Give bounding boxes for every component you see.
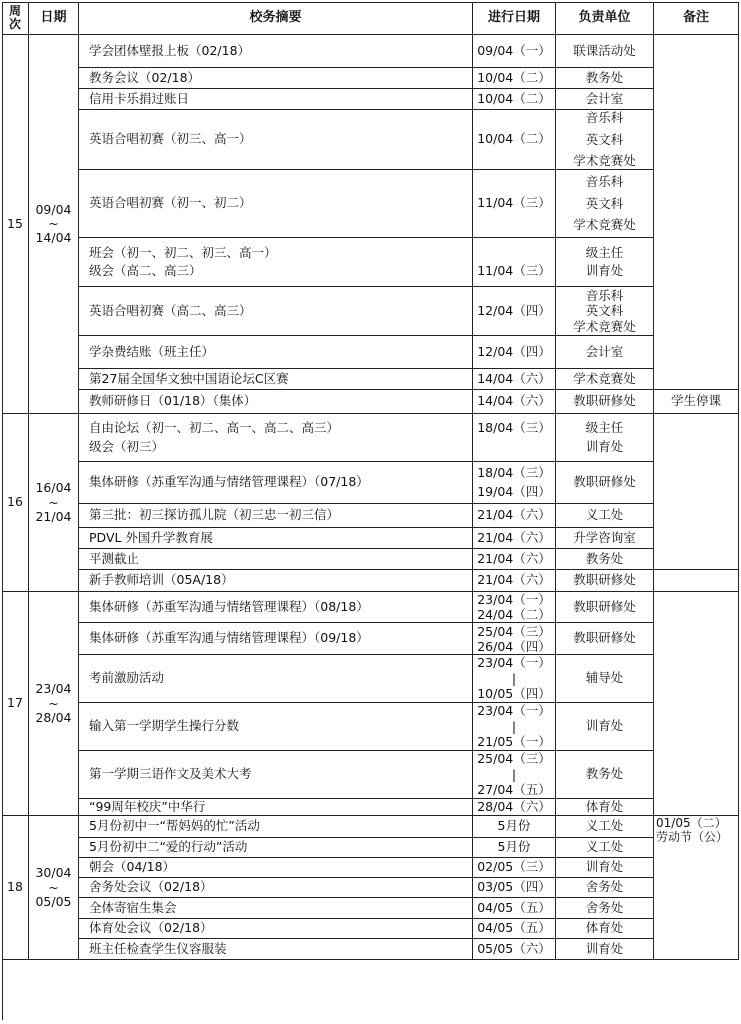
- responsible-dept: [556, 939, 654, 960]
- responsible-dept-line: 会计室: [585, 90, 624, 106]
- week-date-sep: ~: [48, 695, 59, 711]
- responsible-dept-line: 教务处: [585, 550, 624, 566]
- responsible-dept-line: 教职研修处: [573, 393, 636, 409]
- responsible-dept-line: 级主任: [585, 420, 624, 436]
- task-summary: [79, 570, 473, 592]
- responsible-dept: [556, 816, 654, 838]
- exec-date-line: 18/04（三）: [477, 465, 551, 481]
- responsible-dept: [556, 655, 654, 703]
- exec-date: [473, 878, 556, 898]
- exec-date: [473, 238, 556, 287]
- task-summary: [79, 919, 473, 939]
- task-summary-line: 级会（初三）: [89, 438, 165, 454]
- week-number: 17: [2, 592, 29, 816]
- exec-date-line: 21/04（六）: [477, 529, 551, 545]
- task-summary: [79, 414, 473, 462]
- exec-date-line: 10/04（二）: [477, 90, 551, 106]
- exec-date-line: 21/05（一）: [477, 734, 551, 750]
- responsible-dept: [556, 414, 654, 462]
- responsible-dept-line: 教职研修处: [573, 630, 636, 646]
- responsible-dept-line: 教务处: [585, 766, 624, 782]
- exec-date: [473, 528, 556, 549]
- exec-date: [473, 898, 556, 919]
- task-summary-line: PDVL 外国升学教育展: [89, 529, 213, 545]
- header-date: 日期: [29, 2, 79, 35]
- exec-date: [473, 110, 556, 170]
- header-dept: 负责单位: [556, 2, 654, 35]
- week-date-from: 23/04: [35, 681, 72, 697]
- responsible-dept: [556, 592, 654, 623]
- task-summary: [79, 751, 473, 799]
- task-summary-line: 5月份初中二“爱的行动”活动: [89, 839, 248, 855]
- exec-date: [473, 390, 556, 414]
- responsible-dept: [556, 68, 654, 89]
- week-date-range: [29, 592, 79, 816]
- task-summary: [79, 369, 473, 390]
- responsible-dept: [556, 570, 654, 592]
- responsible-dept-line: 学术竞赛处: [573, 370, 636, 386]
- exec-date: [473, 703, 556, 751]
- header-summary: 校务摘要: [79, 2, 473, 35]
- task-summary-line: 学会团体壁报上板（02/18）: [89, 42, 251, 58]
- task-summary-line: 教务会议（02/18）: [89, 69, 201, 85]
- responsible-dept: [556, 287, 654, 336]
- task-summary: [79, 528, 473, 549]
- responsible-dept: [556, 238, 654, 287]
- task-summary-line: 集体研修（苏重军沟通与情绪管理课程）（08/18）: [89, 598, 369, 614]
- task-summary: [79, 878, 473, 898]
- task-summary-line: 学杂费结账（班主任）: [89, 343, 215, 359]
- task-summary-line: 全体寄宿生集会: [89, 899, 177, 915]
- exec-date: [473, 549, 556, 570]
- task-summary: [79, 549, 473, 570]
- exec-date: [473, 170, 556, 238]
- week-date-sep: ~: [48, 494, 59, 510]
- exec-date: [473, 816, 556, 838]
- remark-blank: [654, 35, 739, 390]
- exec-date: [473, 592, 556, 623]
- exec-date: [473, 68, 556, 89]
- responsible-dept: [556, 878, 654, 898]
- responsible-dept: [556, 703, 654, 751]
- exec-date-line: 23/04（一）: [477, 703, 551, 719]
- task-summary: [79, 858, 473, 878]
- task-summary-line: 班会（初一、初二、初三、高一）: [89, 244, 277, 260]
- task-summary-line: 平测截止: [89, 550, 140, 566]
- responsible-dept: [556, 528, 654, 549]
- task-summary-line: 英语合唱初赛（初三、高一）: [89, 131, 252, 147]
- week-date-from: 16/04: [35, 480, 72, 496]
- exec-date-line: 24/04（二）: [477, 607, 551, 622]
- week-date-from: 30/04: [35, 865, 72, 881]
- responsible-dept-line: 辅导处: [585, 670, 624, 686]
- exec-date-line: 04/05（五）: [477, 899, 551, 915]
- responsible-dept-line: 学术竞赛处: [573, 318, 636, 334]
- responsible-dept: [556, 919, 654, 939]
- exec-date-line: 21/04（六）: [477, 572, 551, 588]
- exec-date-line: [512, 438, 516, 456]
- task-summary-line: 5月份初中一“帮妈妈的忙”活动: [89, 818, 260, 834]
- exec-date-line: 03/05（四）: [477, 879, 551, 895]
- task-summary-line: 新手教师培训（05A/18）: [89, 572, 234, 588]
- task-summary-line: 级会（高二、高三）: [89, 263, 202, 278]
- exec-date-line: 05/05（六）: [477, 940, 551, 956]
- responsible-dept: [556, 170, 654, 238]
- exec-date: [473, 655, 556, 703]
- exec-date-line: 12/04（四）: [477, 343, 551, 359]
- exec-date: [473, 623, 556, 655]
- exec-date: [473, 858, 556, 878]
- remark-holiday: [654, 816, 739, 960]
- task-summary: [79, 592, 473, 623]
- responsible-dept-line: 舍务处: [585, 879, 624, 895]
- responsible-dept-line: 音乐科: [585, 173, 624, 189]
- remark-blank: [654, 414, 739, 570]
- remark-blank: [654, 570, 739, 592]
- task-summary: [79, 238, 473, 287]
- task-summary-line: 集体研修（苏重军沟通与情绪管理课程）（07/18）: [89, 474, 369, 490]
- exec-date-line: 27/04（五）: [477, 782, 551, 798]
- week-number: 15: [2, 35, 29, 414]
- exec-date-line: 10/04（二）: [477, 131, 551, 147]
- task-summary: [79, 390, 473, 414]
- remark-line: 学生停课: [670, 393, 721, 409]
- exec-date: [473, 504, 556, 528]
- exec-date: [473, 414, 556, 462]
- week-date-to: 14/04: [35, 230, 72, 245]
- week-date-sep: ~: [48, 879, 59, 895]
- responsible-dept-line: 训育处: [585, 438, 624, 454]
- responsible-dept-line: 英文科: [585, 303, 624, 319]
- exec-date: [473, 35, 556, 68]
- responsible-dept: [556, 751, 654, 799]
- responsible-dept-line: 体育处: [585, 799, 624, 814]
- responsible-dept-line: 义工处: [585, 818, 624, 834]
- exec-date-line: 10/05（四）: [477, 686, 551, 702]
- responsible-dept: [556, 110, 654, 170]
- week-date-to: 05/05: [35, 893, 72, 909]
- task-summary-line: 信用卡乐捐过账日: [89, 90, 190, 106]
- exec-date: [473, 89, 556, 110]
- responsible-dept-line: 英文科: [585, 131, 624, 147]
- responsible-dept-line: 学术竞赛处: [573, 217, 636, 233]
- week-number: 18: [2, 816, 29, 960]
- task-summary: [79, 816, 473, 838]
- exec-date-line: 25/04（三）: [477, 751, 551, 767]
- remark-holiday-line: 01/05（二）: [656, 816, 727, 830]
- task-summary-line: 教师研修日（01/18）（集体）: [89, 393, 257, 409]
- responsible-dept-line: 教职研修处: [573, 474, 636, 490]
- responsible-dept: [556, 858, 654, 878]
- exec-date-line: 10/04（二）: [477, 69, 551, 85]
- week-date-range: [29, 414, 79, 592]
- task-summary: [79, 110, 473, 170]
- task-summary: [79, 462, 473, 504]
- responsible-dept-line: 级主任: [585, 244, 624, 260]
- exec-date: [473, 287, 556, 336]
- responsible-dept: [556, 623, 654, 655]
- responsible-dept: [556, 462, 654, 504]
- task-summary: [79, 799, 473, 816]
- header-remark: 备注: [654, 2, 739, 35]
- task-summary: [79, 89, 473, 110]
- exec-date-line: 28/04（六）: [477, 799, 551, 814]
- exec-date-line: 12/04（四）: [477, 302, 551, 318]
- task-summary-line: 输入第一学期学生操行分数: [89, 718, 240, 734]
- responsible-dept-line: 音乐科: [585, 287, 624, 303]
- responsible-dept: [556, 504, 654, 528]
- week-date-to: 28/04: [35, 709, 72, 725]
- responsible-dept-line: 教职研修处: [573, 572, 636, 588]
- responsible-dept: [556, 799, 654, 816]
- week-date-range: [29, 35, 79, 414]
- task-summary: [79, 336, 473, 369]
- remark: [654, 390, 739, 414]
- task-summary-line: 集体研修（苏重军沟通与情绪管理课程）（09/18）: [89, 630, 369, 646]
- exec-date-line: 5月份: [497, 839, 531, 855]
- task-summary-line: 第一学期三语作文及美术大考: [89, 766, 252, 782]
- responsible-dept: [556, 549, 654, 570]
- task-summary-line: 英语合唱初赛（高二、高三）: [89, 302, 252, 318]
- task-summary-line: 舍务处会议（02/18）: [89, 879, 213, 895]
- task-summary: [79, 838, 473, 858]
- exec-date-line: 11/04（三）: [477, 195, 551, 211]
- exec-date-line: 21/04（六）: [477, 507, 551, 523]
- task-summary: [79, 504, 473, 528]
- task-summary: [79, 623, 473, 655]
- responsible-dept-line: 训育处: [585, 940, 624, 956]
- responsible-dept: [556, 35, 654, 68]
- responsible-dept-line: 体育处: [585, 920, 624, 936]
- task-summary: [79, 35, 473, 68]
- task-summary-line: 第三批：初三探访孤儿院（初三忠一初三信）: [89, 507, 340, 523]
- exec-date: [473, 570, 556, 592]
- task-summary-line: 体育处会议（02/18）: [89, 920, 213, 936]
- remark-blank: [654, 592, 739, 816]
- responsible-dept-line: 义工处: [585, 839, 624, 855]
- task-summary-line: 朝会（04/18）: [89, 859, 176, 875]
- week-date-sep: ~: [48, 216, 59, 231]
- task-summary: [79, 287, 473, 336]
- exec-date-line: |: [511, 670, 517, 686]
- responsible-dept-line: 音乐科: [585, 110, 624, 125]
- exec-date-line: 25/04（三）: [477, 623, 551, 639]
- exec-date: [473, 369, 556, 390]
- responsible-dept-line: 训育处: [585, 718, 624, 734]
- task-summary: [79, 655, 473, 703]
- responsible-dept-line: 教务处: [585, 69, 624, 85]
- responsible-dept-line: 义工处: [585, 507, 624, 523]
- exec-date-line: 21/04（六）: [477, 550, 551, 566]
- exec-date-line: 18/04（三）: [477, 420, 551, 436]
- responsible-dept: [556, 89, 654, 110]
- task-summary-line: 班主任检查学生仪容服装: [89, 940, 227, 956]
- week-date-from: 09/04: [35, 201, 72, 217]
- exec-date: [473, 751, 556, 799]
- exec-date-line: 02/05（三）: [477, 859, 551, 875]
- responsible-dept: [556, 390, 654, 414]
- remark-holiday-line: 劳动节（公）: [656, 830, 729, 845]
- responsible-dept: [556, 898, 654, 919]
- responsible-dept-line: 联课活动处: [573, 42, 636, 58]
- responsible-dept-line: 训育处: [585, 859, 624, 875]
- exec-date: [473, 838, 556, 858]
- exec-date: [473, 939, 556, 960]
- responsible-dept-line: 升学咨询室: [573, 529, 636, 545]
- week-date-to: 21/04: [35, 508, 72, 524]
- task-summary: [79, 703, 473, 751]
- exec-date-line: 14/04（六）: [477, 370, 551, 386]
- exec-date-line: 09/04（一）: [477, 42, 551, 58]
- task-summary-line: 英语合唱初赛（初一、初二）: [89, 195, 252, 211]
- task-summary-line: 自由论坛（初一、初二、高一、高二、高三）: [89, 420, 340, 436]
- header-week: 周次: [2, 2, 29, 35]
- exec-date-line: [512, 244, 516, 262]
- exec-date-line: 23/04（一）: [477, 592, 551, 607]
- task-summary: [79, 68, 473, 89]
- exec-date-line: 26/04（四）: [477, 638, 551, 654]
- exec-date-line: 11/04（三）: [477, 263, 551, 278]
- exec-date-line: 14/04（六）: [477, 393, 551, 409]
- exec-date-line: 19/04（四）: [477, 483, 551, 499]
- exec-date-line: 23/04（一）: [477, 655, 551, 671]
- task-summary: [79, 939, 473, 960]
- exec-date: [473, 462, 556, 504]
- week-date-range: [29, 816, 79, 960]
- task-summary-line: 第27届全国华文独中国语论坛C区赛: [89, 370, 289, 386]
- task-summary: [79, 898, 473, 919]
- school-calendar-table: [2, 2, 739, 1020]
- responsible-dept-line: 教职研修处: [573, 598, 636, 614]
- exec-date-line: 5月份: [497, 818, 531, 834]
- header-exec-date: 进行日期: [473, 2, 556, 35]
- responsible-dept-line: 英文科: [585, 195, 624, 211]
- responsible-dept-line: 会计室: [585, 343, 624, 359]
- exec-date-line: 04/05（五）: [477, 920, 551, 936]
- responsible-dept-line: 训育处: [585, 263, 624, 278]
- task-summary: [79, 170, 473, 238]
- exec-date-line: |: [511, 718, 517, 734]
- responsible-dept-line: 舍务处: [585, 899, 624, 915]
- week-number: 16: [2, 414, 29, 592]
- exec-date: [473, 799, 556, 816]
- responsible-dept: [556, 838, 654, 858]
- task-summary-line: 考前激励活动: [89, 670, 165, 686]
- task-summary-line: “99周年校庆”中华行: [89, 799, 206, 814]
- exec-date: [473, 336, 556, 369]
- exec-date: [473, 919, 556, 939]
- exec-date-line: |: [511, 766, 517, 782]
- responsible-dept: [556, 336, 654, 369]
- responsible-dept-line: 学术竞赛处: [573, 153, 636, 169]
- responsible-dept: [556, 369, 654, 390]
